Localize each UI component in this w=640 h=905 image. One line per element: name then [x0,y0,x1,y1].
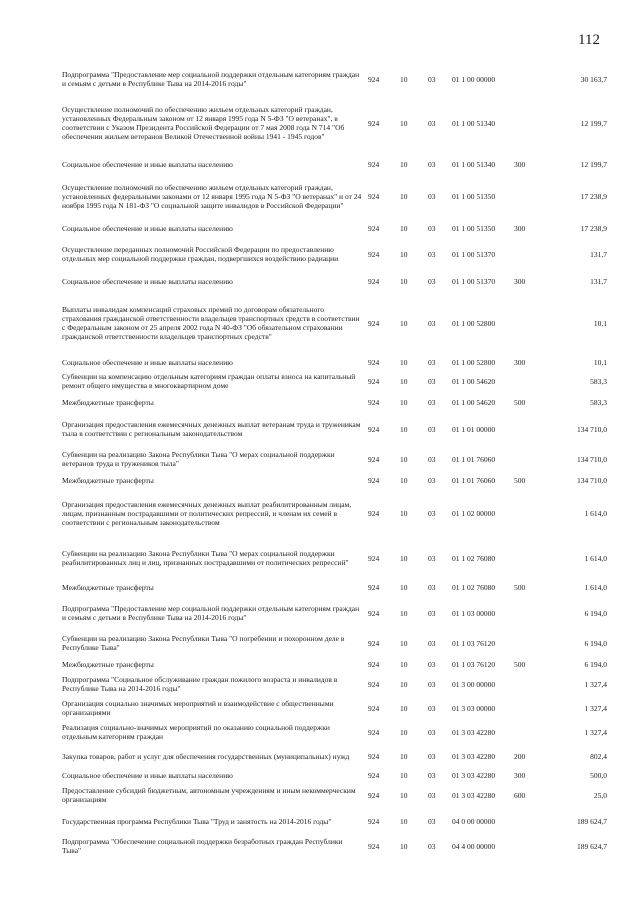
row-section-code: 10 [400,223,408,233]
row-section-code: 10 [400,357,408,367]
row-expense-type: 300 [514,276,526,286]
row-amount: 25,0 [593,790,607,800]
row-amount: 1 614,0 [584,508,607,518]
row-section-code: 10 [400,191,408,201]
table-row [62,412,607,446]
row-name: Закупка товаров, работ и услуг для обеспечения государственных (муниципальных) нужд [62,751,350,761]
row-amount: 6 194,0 [584,659,607,669]
row-section-code: 10 [400,424,408,434]
row-amount: 134 710,0 [577,424,607,434]
table-row [62,656,607,672]
table-row [62,218,607,238]
row-target-article: 01 1 03 76120 [452,659,496,669]
row-amount: 131,7 [590,276,607,286]
row-ministry-code: 924 [368,74,380,84]
row-target-article: 01 1 02 76080 [452,582,496,592]
row-target-article: 01 3 03 00000 [452,703,496,713]
row-name: Организация социально значимых мероприятий и взаимодействие с общественными организациями [62,699,334,717]
row-name: Социальное обеспечение и иные выплаты населению [62,770,233,780]
row-ministry-code: 924 [368,659,380,669]
row-amount: 134 710,0 [577,475,607,485]
row-ministry-code: 924 [368,249,380,259]
row-ministry-code: 924 [368,318,380,328]
row-section-code: 10 [400,249,408,259]
row-section-code: 10 [400,74,408,84]
row-name: Предоставление субсидий бюджетным, автономным учреждениям и иным некоммерческим организациям [62,786,356,804]
row-section-code: 10 [400,376,408,386]
row-section-code: 10 [400,553,408,563]
row-amount: 189 624,7 [577,816,607,826]
row-ministry-code: 924 [368,397,380,407]
row-amount: 10,1 [593,318,607,328]
row-ministry-code: 924 [368,191,380,201]
row-section-code: 10 [400,770,408,780]
row-name: Подпрограмма "Социальное обслуживание граждан пожилого возраста и инвалидов в Республике Тыва на 2014-2016 годы" [62,675,338,693]
row-amount: 500,0 [590,770,607,780]
table-row [62,270,607,292]
row-subsection-code: 03 [428,553,436,563]
row-ministry-code: 924 [368,357,380,367]
row-subsection-code: 03 [428,659,436,669]
table-row [62,174,607,218]
row-name: Подпрограмма "Предоставление мер социальной поддержки отдельным категориям граждан и семьям с детьми в Республике Тыва на 2014-2016 годы" [62,604,360,622]
table-row [62,696,607,720]
row-target-article: 01 3 03 42280 [452,727,496,737]
row-section-code: 10 [400,118,408,128]
row-ministry-code: 924 [368,424,380,434]
row-subsection-code: 03 [428,816,436,826]
row-target-article: 01 1 00 00000 [452,74,496,84]
row-amount: 583,3 [590,397,607,407]
table-row [62,92,607,154]
row-ministry-code: 924 [368,727,380,737]
row-ministry-code: 924 [368,159,380,169]
row-subsection-code: 03 [428,159,436,169]
table-row [62,538,607,578]
table-row [62,630,607,656]
row-expense-type: 500 [514,397,526,407]
row-target-article: 01 1 01 76060 [452,475,496,485]
row-section-code: 10 [400,679,408,689]
row-amount: 134 710,0 [577,454,607,464]
row-subsection-code: 03 [428,276,436,286]
row-subsection-code: 03 [428,118,436,128]
table-row [62,238,607,270]
row-ministry-code: 924 [368,223,380,233]
row-amount: 17 238,9 [580,191,607,201]
row-subsection-code: 03 [428,582,436,592]
row-name: Межбюджетные трансферты [62,659,154,669]
table-row [62,808,607,834]
row-subsection-code: 03 [428,703,436,713]
row-ministry-code: 924 [368,376,380,386]
row-target-article: 01 1 00 51350 [452,191,496,201]
row-subsection-code: 03 [428,751,436,761]
row-subsection-code: 03 [428,727,436,737]
row-target-article: 01 1 00 51340 [452,159,496,169]
row-expense-type: 300 [514,357,526,367]
row-target-article: 01 1 03 00000 [452,608,496,618]
row-subsection-code: 03 [428,608,436,618]
row-name: Социальное обеспечение и иные выплаты населению [62,276,233,286]
table-row [62,154,607,174]
row-target-article: 01 1 02 76080 [452,553,496,563]
row-name: Субвенции на реализацию Закона Республики Тыва "О мерах социальной поддержки ветеранов труда и тружеников тыла" [62,450,335,468]
row-target-article: 01 1 00 51350 [452,223,496,233]
row-name: Реализация социально-значимых мероприятий по оказанию социальной поддержки отдельным категориям граждан [62,723,330,741]
row-name: Подпрограмма "Предоставление мер социальной поддержки отдельным категориям граждан и семьям с детьми в Республике Тыва на 2014-2016 годы" [62,70,360,88]
row-name: Субвенции на компенсацию отдельным категориям граждан оплаты взноса на капитальный ремонт общего имущества в многоквартирном доме [62,372,356,390]
row-name: Межбюджетные трансферты [62,475,154,485]
row-target-article: 01 1 01 00000 [452,424,496,434]
row-subsection-code: 03 [428,357,436,367]
row-subsection-code: 03 [428,679,436,689]
row-section-code: 10 [400,159,408,169]
table-row [62,354,607,370]
row-amount: 1 327,4 [584,679,607,689]
table-row [62,744,607,768]
table-row [62,782,607,808]
row-subsection-code: 03 [428,74,436,84]
row-expense-type: 300 [514,159,526,169]
row-amount: 17 238,9 [580,223,607,233]
row-amount: 6 194,0 [584,608,607,618]
row-subsection-code: 03 [428,376,436,386]
row-target-article: 01 3 03 42280 [452,770,496,780]
row-section-code: 10 [400,582,408,592]
row-expense-type: 600 [514,790,526,800]
table-row [62,392,607,412]
row-ministry-code: 924 [368,508,380,518]
row-target-article: 01 3 00 00000 [452,679,496,689]
row-ministry-code: 924 [368,454,380,464]
row-section-code: 10 [400,816,408,826]
row-ministry-code: 924 [368,553,380,563]
row-amount: 1 327,4 [584,727,607,737]
row-name: Осуществление полномочий по обеспечению жильем отдельных категорий граждан, установленных Федеральным законом от 12 января 1995 года N 5-ФЗ "О ветеранах", в соответствии с Указом Президента Российской Федерации от 7 мая 2008 года N 714 "Об обеспечении жильем ветеранов Великой Отечественной войны 1941 - 1945 годов" [62,105,345,141]
row-name: Государственная программа Республики Тыва "Труд и занятость на 2014-2016 годы" [62,816,332,826]
row-amount: 583,3 [590,376,607,386]
row-name: Осуществление переданных полномочий Российской Федерации по предоставлению отдельных мер социальной поддержки граждан, подвергшихся воздействию радиации [62,245,339,263]
row-section-code: 10 [400,703,408,713]
row-expense-type: 500 [514,475,526,485]
row-target-article: 01 1 00 51370 [452,276,496,286]
row-subsection-code: 03 [428,249,436,259]
row-section-code: 10 [400,397,408,407]
row-subsection-code: 03 [428,638,436,648]
row-name: Осуществление полномочий по обеспечению жильем отдельных категорий граждан, установленных федеральными законами от 12 января 1995 года N 5-ФЗ "О ветеранах" и от 24 ноября 1995 года N 181-ФЗ "О социальной защите инвалидов в Российской Федерации" [62,182,362,210]
row-target-article: 01 3 03 42280 [452,790,496,800]
row-name: Межбюджетные трансферты [62,397,154,407]
row-amount: 12 199,7 [580,159,607,169]
row-ministry-code: 924 [368,770,380,780]
row-name: Межбюджетные трансферты [62,582,154,592]
row-target-article: 01 3 03 42280 [452,751,496,761]
table-row [62,834,607,858]
row-amount: 6 194,0 [584,638,607,648]
row-name: Подпрограмма "Обеспечение социальной поддержки безработных граждан Республики Тыва" [62,837,343,855]
row-amount: 189 624,7 [577,841,607,851]
row-target-article: 01 1 02 00000 [452,508,496,518]
row-target-article: 01 1 03 76120 [452,638,496,648]
row-subsection-code: 03 [428,454,436,464]
table-row [62,292,607,354]
row-ministry-code: 924 [368,475,380,485]
row-amount: 802,4 [590,751,607,761]
row-name: Социальное обеспечение и иные выплаты населению [62,357,233,367]
row-amount: 12 199,7 [580,118,607,128]
row-subsection-code: 03 [428,790,436,800]
row-target-article: 01 1 00 54620 [452,397,496,407]
row-ministry-code: 924 [368,841,380,851]
row-target-article: 01 1 00 54620 [452,376,496,386]
row-ministry-code: 924 [368,582,380,592]
row-target-article: 01 1 00 51370 [452,249,496,259]
row-subsection-code: 03 [428,318,436,328]
row-amount: 1 327,4 [584,703,607,713]
row-amount: 1 614,0 [584,553,607,563]
row-name: Организация предоставления ежемесячных денежных выплат ветеранам труда и труженикам тыла в соответствии с региональным законодательством [62,420,361,438]
row-name: Субвенции на реализацию Закона Республики Тыва "О мерах социальной поддержки реабилитированных лиц и лиц, признанных пострадавшими от политических репрессий" [62,549,349,567]
row-section-code: 10 [400,454,408,464]
row-name: Организация предоставления ежемесячных денежных выплат реабилитированным лицам, лицам, признанным пострадавшими от политических репрессий, и членам их семей в соответствии с региональным законодательством [62,499,352,527]
row-ministry-code: 924 [368,276,380,286]
table-row [62,720,607,744]
row-amount: 1 614,0 [584,582,607,592]
row-subsection-code: 03 [428,424,436,434]
row-target-article: 01 1 00 52800 [452,318,496,328]
row-subsection-code: 03 [428,475,436,485]
row-target-article: 01 1 00 51340 [452,118,496,128]
row-section-code: 10 [400,727,408,737]
row-section-code: 10 [400,659,408,669]
table-row [62,768,607,782]
row-ministry-code: 924 [368,703,380,713]
row-expense-type: 300 [514,770,526,780]
row-section-code: 10 [400,276,408,286]
row-section-code: 10 [400,638,408,648]
row-expense-type: 500 [514,659,526,669]
row-ministry-code: 924 [368,638,380,648]
row-section-code: 10 [400,475,408,485]
table-row [62,488,607,538]
row-section-code: 10 [400,841,408,851]
row-subsection-code: 03 [428,191,436,201]
row-subsection-code: 03 [428,841,436,851]
table-row [62,596,607,630]
row-expense-type: 200 [514,751,526,761]
row-subsection-code: 03 [428,508,436,518]
budget-table [62,66,607,858]
row-ministry-code: 924 [368,816,380,826]
row-amount: 10,1 [593,357,607,367]
row-ministry-code: 924 [368,118,380,128]
row-section-code: 10 [400,790,408,800]
row-target-article: 01 1 00 52800 [452,357,496,367]
row-target-article: 04 0 00 00000 [452,816,496,826]
table-row [62,446,607,472]
table-row [62,672,607,696]
table-row [62,370,607,392]
row-section-code: 10 [400,508,408,518]
row-expense-type: 500 [514,582,526,592]
row-target-article: 04 4 00 00000 [452,841,496,851]
row-ministry-code: 924 [368,751,380,761]
row-amount: 30 163,7 [580,74,607,84]
row-name: Социальное обеспечение и иные выплаты населению [62,223,233,233]
row-ministry-code: 924 [368,608,380,618]
row-amount: 131,7 [590,249,607,259]
row-subsection-code: 03 [428,397,436,407]
table-row [62,472,607,488]
row-subsection-code: 03 [428,770,436,780]
page-number: 112 [578,32,600,48]
row-subsection-code: 03 [428,223,436,233]
row-name: Социальное обеспечение и иные выплаты населению [62,159,233,169]
row-name: Выплаты инвалидам компенсаций страховых премий по договорам обязательного страхования гражданской ответственности владельцев транспортных средств в соответствии с Федеральным законом от 25 апреля 2002 года N 40-ФЗ "Об обязательном страховании гражданской ответственности владельцев транспортных средств" [62,305,360,341]
table-row [62,66,607,92]
row-name: Субвенции на реализацию Закона Республики Тыва "О погребении и похоронном деле в Республике Тыва" [62,634,345,652]
row-section-code: 10 [400,318,408,328]
table-row [62,578,607,596]
row-target-article: 01 1 01 76060 [452,454,496,464]
row-section-code: 10 [400,608,408,618]
row-section-code: 10 [400,751,408,761]
row-ministry-code: 924 [368,679,380,689]
row-expense-type: 300 [514,223,526,233]
row-ministry-code: 924 [368,790,380,800]
